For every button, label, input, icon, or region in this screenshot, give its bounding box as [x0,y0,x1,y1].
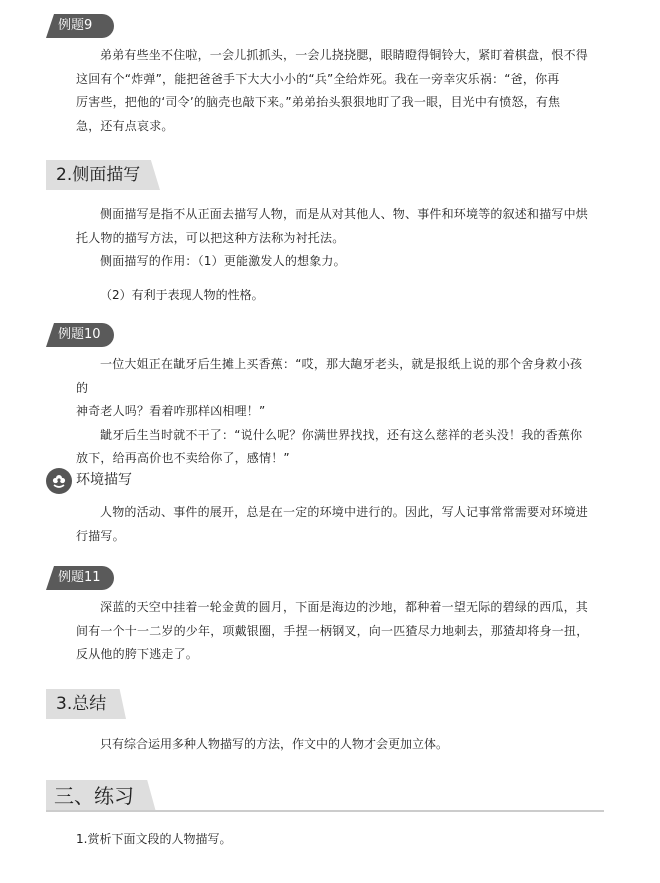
example-9-text [76,44,592,138]
example-11-tag [46,566,114,590]
flower-icon [46,468,72,494]
example-9-line: 厉害些，把他的‘司令’的脑壳也敲下来。”弟弟抬头狠狠地盯了我一眼，目光中有愤怒，有焦 [76,95,561,109]
section-2-title: 2.侧面描写 [56,165,141,185]
example-9-line: 这回有个“炸弹”，能把爸爸手下大大小小的“兵”全给炸死。我在一旁幸灾乐祸：“爸，你再 [76,71,560,86]
example-9-tag [46,14,114,38]
section-2-line: 托人物的描写方法，可以把这种方法称为衬托法。 [76,230,345,245]
example-10-text [76,353,592,471]
section-2-heading [46,160,160,190]
example-11-line: 深蓝的天空中挂着一轮金黄的圆月，下面是海边的沙地，都种着一望无际的碧绿的西瓜，其 [100,600,589,614]
section-3-heading [46,689,126,719]
example-10-tag [46,323,114,347]
chapter-3-title: 三、练习 [54,784,134,808]
chapter-3-divider [46,810,604,812]
example-9-line: 弟弟有些坐不住啦，一会儿抓抓头，一会儿挠挠腮，眼睛瞪得铜铃大，紧盯着棋盘，恨不得 [100,48,589,62]
environment-line: 人物的活动、事件的展开，总是在一定的环境中进行的。因此，写人记事常常需要对环境进 [100,505,589,519]
section-3-title: 3.总结 [56,694,107,714]
example-10-line: 龇牙后生当时就不干了：“说什么呢？你满世界找找，还有这么慈祥的老头没！我的香蕉你 [100,427,583,442]
example-11-line: 间有一个十一二岁的少年，项戴银圈，手捏一柄钢叉，向一匹猹尽力地刺去，那猹却将身一扭， [76,623,589,638]
environment-paragraph [76,501,592,548]
example-11-line: 反从他的胯下逃走了。 [76,647,199,661]
environment-title: 环境描写 [76,472,132,488]
section-2-effect-2: （2）有利于表现人物的性格。 [100,288,264,302]
section-2-effect-1: 侧面描写的作用：（1）更能激发人的想象力。 [100,254,346,268]
section-2-line: 侧面描写是指不从正面去描写人物，而是从对其他人、物、事件和环境等的叙述和描写中烘 [100,207,589,221]
example-10-line: 一位大姐正在龇牙后生摊上买香蕉：“哎，那大龅牙老头，就是报纸上说的那个舍身救小孩的 [76,357,583,395]
environment-line: 行描写。 [76,528,125,543]
section-3-summary: 只有综合运用多种人物描写的方法，作文中的人物才会更加立体。 [100,737,449,751]
example-10-tag-label: 例题10 [58,327,101,342]
exercise-1-prompt: 1.赏析下面文段的人物描写。 [76,832,232,846]
section-2-paragraph [76,203,592,274]
example-11-text [76,596,592,667]
example-9-line: 急，还有点哀求。 [76,118,174,133]
example-10-line: 放下，给再高价也不卖给你了，感情！” [76,451,290,465]
example-11-tag-label: 例题11 [58,570,101,585]
example-10-line: 神奇老人吗？看着咋那样凶相哩！” [76,404,266,418]
example-9-tag-label: 例题9 [58,18,93,33]
